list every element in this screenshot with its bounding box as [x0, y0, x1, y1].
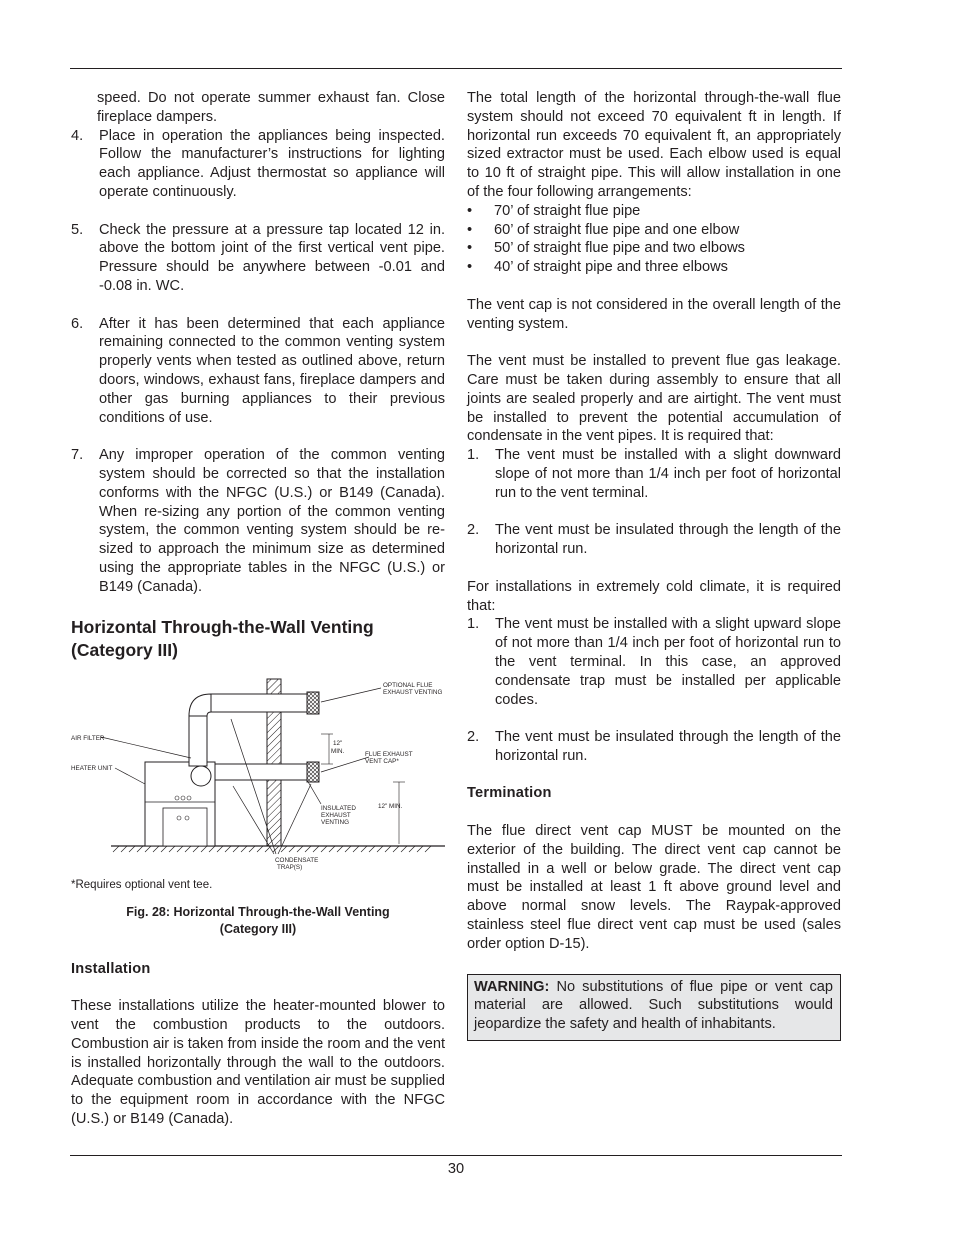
list-item: 5. Check the pressure at a pressure tap located 12 in. above the bottom joint of the first vertical vent pipe. Pressure should be anywhere between -0.01 and -0.08 in. WC.: [71, 221, 445, 294]
label-flue-exhaust-2: VENT CAP*: [365, 757, 399, 765]
installation-heading: Installation: [71, 960, 151, 977]
flue-elbow: [189, 694, 211, 716]
blower: [191, 766, 211, 786]
upper-vent-cap: [307, 692, 319, 714]
cold-climate-intro: For installations in extremely cold climate, it is required that:: [467, 578, 841, 614]
requirements-list: [467, 446, 841, 559]
warning-label: WARNING:: [474, 978, 550, 995]
list-item: 1. The vent must be installed with a slight upward slope of not more than 1/4 inch per foot of horizontal run to the vent terminal. In this case, an approved condensate trap must be installed per applicable codes.: [467, 616, 841, 708]
right-column: [467, 89, 841, 1041]
venting-diagram: [71, 674, 445, 874]
figure-28: [71, 674, 445, 874]
warning-text: WARNING: No substitutions of flue pipe or vent cap material are allowed. Such substitutions would jeopardize the safety and health of inhabitants.: [474, 978, 833, 1033]
vertical-flue: [189, 716, 207, 766]
section-heading: Horizontal Through-the-Wall Venting (Category III): [71, 616, 374, 660]
installation-text: These installations utilize the heater-mounted blower to vent the combustion products to the outdoors. Combustion air is taken from inside the room and the vent is installed horizontally through the wall to the outdoors. Adequate combustion and ventilation air must be supplied to the equipment room in accordance with the NFGC (U.S.) or B149 (Canada).: [71, 998, 446, 1127]
label-12-min-a-1: 12": [333, 739, 343, 747]
steps-list: [71, 127, 445, 597]
list-item: 6. After it has been determined that each appliance remaining connected to the common venting system properly vents when tested as outlined above, return doors, windows, exhaust fans, fireplace dampers and other gas burning appliances to their previous conditions of use.: [71, 315, 445, 426]
list-item: 4. Place in operation the appliances being inspected. Follow the manufacturer’s instructions for lighting each appliance. Adjust thermostat so appliance will operate continuously.: [71, 127, 445, 200]
label-insulated-3: VENTING: [321, 818, 349, 826]
termination-text: The flue direct vent cap MUST be mounted on the exterior of the building. The direct vent cap cannot be installed in a well or below grade. The direct vent cap must be installed at least 1 ft above ground level and above normal snow levels. The Raypak-approved stainless steel flue direct vent cap must be used (sales order option D-15).: [467, 823, 841, 952]
bottom-rule: [70, 1155, 842, 1156]
label-optional-flue-1: OPTIONAL FLUE: [383, 681, 433, 689]
label-12-min-b: 12" MIN.: [378, 802, 403, 810]
arrangement-list: [467, 202, 841, 277]
list-item: 1. The vent must be installed with a slight downward slope of not more than 1/4 inch per foot of horizontal run to the vent terminal.: [467, 447, 841, 501]
figure-caption: Fig. 28: Horizontal Through-the-Wall Venting (Category III): [126, 904, 390, 936]
label-optional-flue-2: EXHAUST VENTING: [383, 688, 443, 696]
lower-vent-cap: [307, 762, 319, 782]
upper-flue: [211, 694, 307, 712]
list-item: • 70’ of straight flue pipe: [467, 202, 641, 219]
leakage-paragraph: The vent must be installed to prevent flue gas leakage. Care must be taken during assembly to ensure that all joints are sealed properly and are airtight. The vent must be installed to prevent the potential accumulation of condensate in the vent pipes. It is required that:: [467, 353, 841, 445]
label-flue-exhaust-1: FLUE EXHAUST: [365, 750, 413, 758]
list-item: 2. The vent must be insulated through the length of the horizontal run.: [467, 729, 841, 764]
top-rule: [70, 68, 842, 69]
left-column: [71, 89, 445, 1129]
list-item: • 60’ of straight flue pipe and one elbow: [467, 221, 740, 238]
list-item: • 40’ of straight pipe and three elbows: [467, 259, 728, 276]
label-insulated-1: INSULATED: [321, 804, 356, 812]
lower-flue: [215, 764, 307, 780]
vent-cap-note: The vent cap is not considered in the overall length of the venting system.: [467, 296, 841, 332]
figure-note: *Requires optional vent tee.: [71, 878, 213, 891]
label-insulated-2: EXHAUST: [321, 811, 351, 819]
list-item: 2. The vent must be insulated through the length of the horizontal run.: [467, 522, 841, 558]
cold-requirements-list: [467, 615, 841, 765]
page-number: 30: [447, 1161, 465, 1177]
continuation-text: speed. Do not operate summer exhaust fan. Close fireplace dampers.: [97, 90, 445, 125]
label-air-filter: AIR FILTER: [71, 734, 105, 742]
label-heater-unit: HEATER UNIT: [71, 764, 113, 772]
label-condensate-2: TRAP(S): [277, 863, 303, 871]
termination-heading: Termination: [467, 785, 552, 802]
warning-box: [467, 974, 841, 1041]
list-item: 7. Any improper operation of the common venting system should be corrected so that the installation conforms with the NFGC (U.S.) or B149 (Canada). When re-sizing any portion of the common venting system, the common venting system should be re-sized to approach the minimum size as determined using the appropriate tables in the NFGC (U.S.) or B149 (Canada).: [71, 447, 445, 595]
label-12-min-a-2: MIN.: [331, 747, 345, 755]
list-item: • 50’ of straight flue pipe and two elbows: [467, 240, 745, 257]
label-condensate-1: CONDENSATE: [275, 856, 319, 864]
intro-paragraph: The total length of the horizontal through-the-wall flue system should not exceed 70 equivalent ft in length. If horizontal run exceeds 70 equivalent ft, an appropriately sized extractor must be used. Each elbow used is equal to 10 ft of straight pipe. This will allow installation in one of the four following arrangements:: [467, 90, 841, 200]
